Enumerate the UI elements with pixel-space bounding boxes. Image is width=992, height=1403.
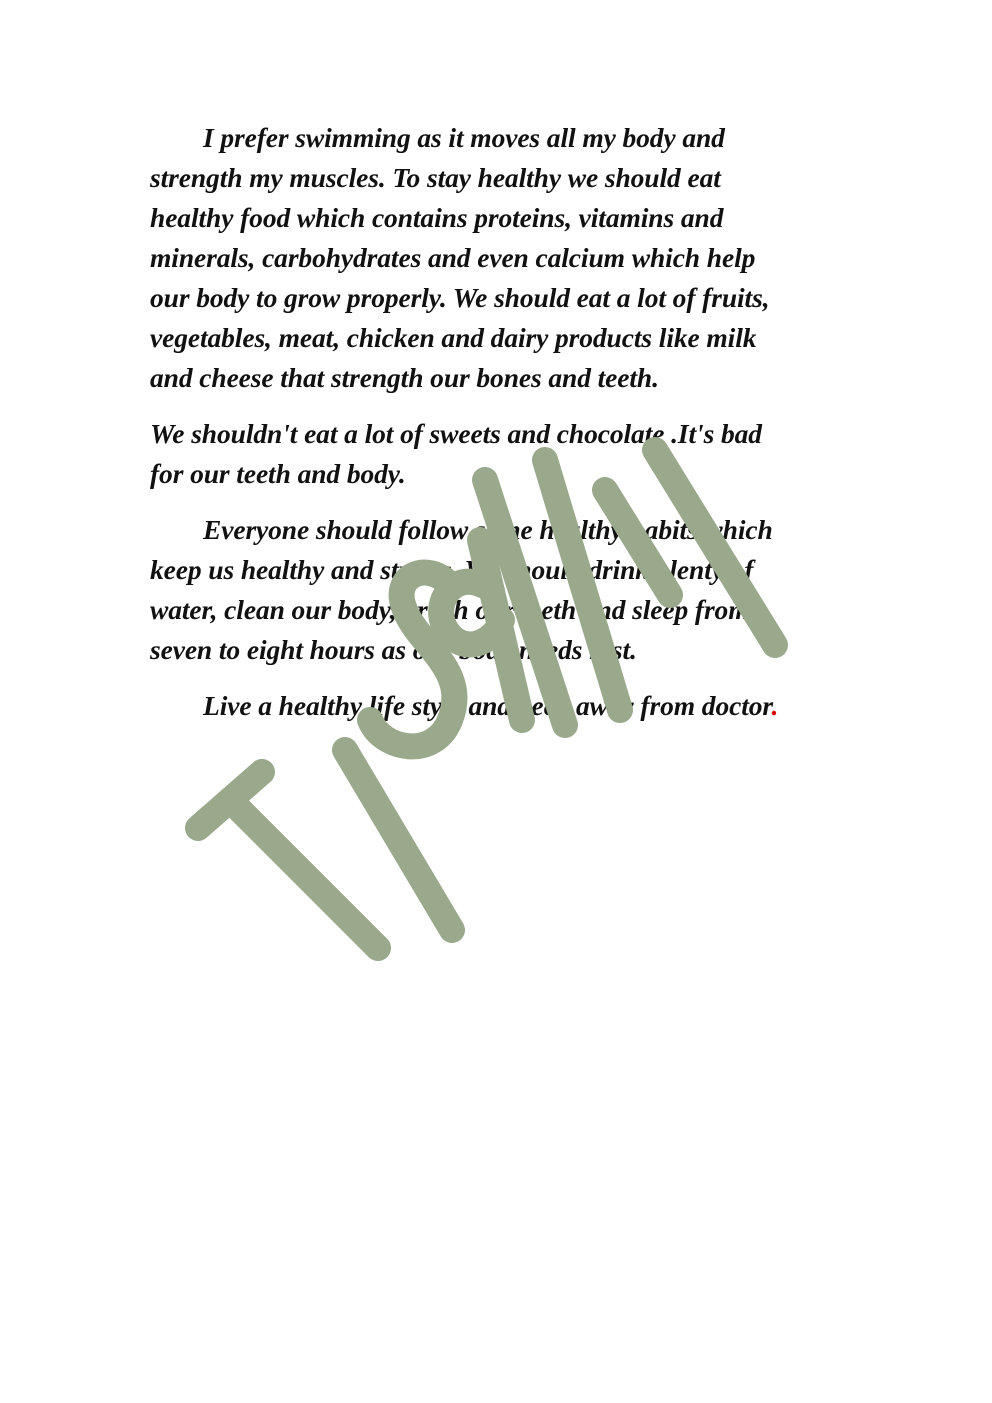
- paragraph-line: We shouldn't eat a lot of sweets and chocolate .It's bad: [150, 418, 762, 449]
- paragraph-line: water, clean our body, brush our teeth and sleep from: [150, 594, 750, 625]
- paragraph-line: and cheese that strength our bones and teeth.: [150, 362, 659, 393]
- paragraph-line: for our teeth and body.: [150, 458, 406, 489]
- paragraph-line: seven to eight hours as our body needs rest.: [150, 634, 637, 665]
- watermark-slash: [345, 750, 452, 930]
- conclusion-red-period: .: [771, 690, 779, 721]
- paragraph-line: healthy food which contains proteins, vitamins and: [150, 202, 724, 233]
- paragraph-line: I prefer swimming as it moves all my body and: [203, 122, 725, 153]
- paragraph-sweets: [150, 414, 850, 494]
- paragraph-line: Everyone should follow some healthy habits which: [203, 514, 773, 545]
- paragraph-swimming: [150, 118, 850, 398]
- paragraph-line: vegetables, meat, chicken and dairy products like milk: [150, 322, 757, 353]
- paragraph-line: [150, 686, 850, 726]
- paragraph-line: minerals, carbohydrates and even calcium which help: [150, 242, 756, 273]
- watermark-t-crossbar: [198, 772, 262, 828]
- conclusion-text: Live a healthy life style and keep away from doctor: [203, 690, 772, 721]
- paragraph-line: our body to grow properly. We should eat a lot of fruits,: [150, 282, 770, 313]
- paragraph-habits: [150, 510, 850, 670]
- watermark-t-stem: [230, 800, 378, 948]
- paragraph-conclusion: [150, 686, 850, 726]
- paragraph-line: strength my muscles. To stay healthy we should eat: [150, 162, 721, 193]
- document-body: [150, 118, 850, 742]
- paragraph-line: keep us healthy and strong. We should drink plenty of: [150, 554, 754, 585]
